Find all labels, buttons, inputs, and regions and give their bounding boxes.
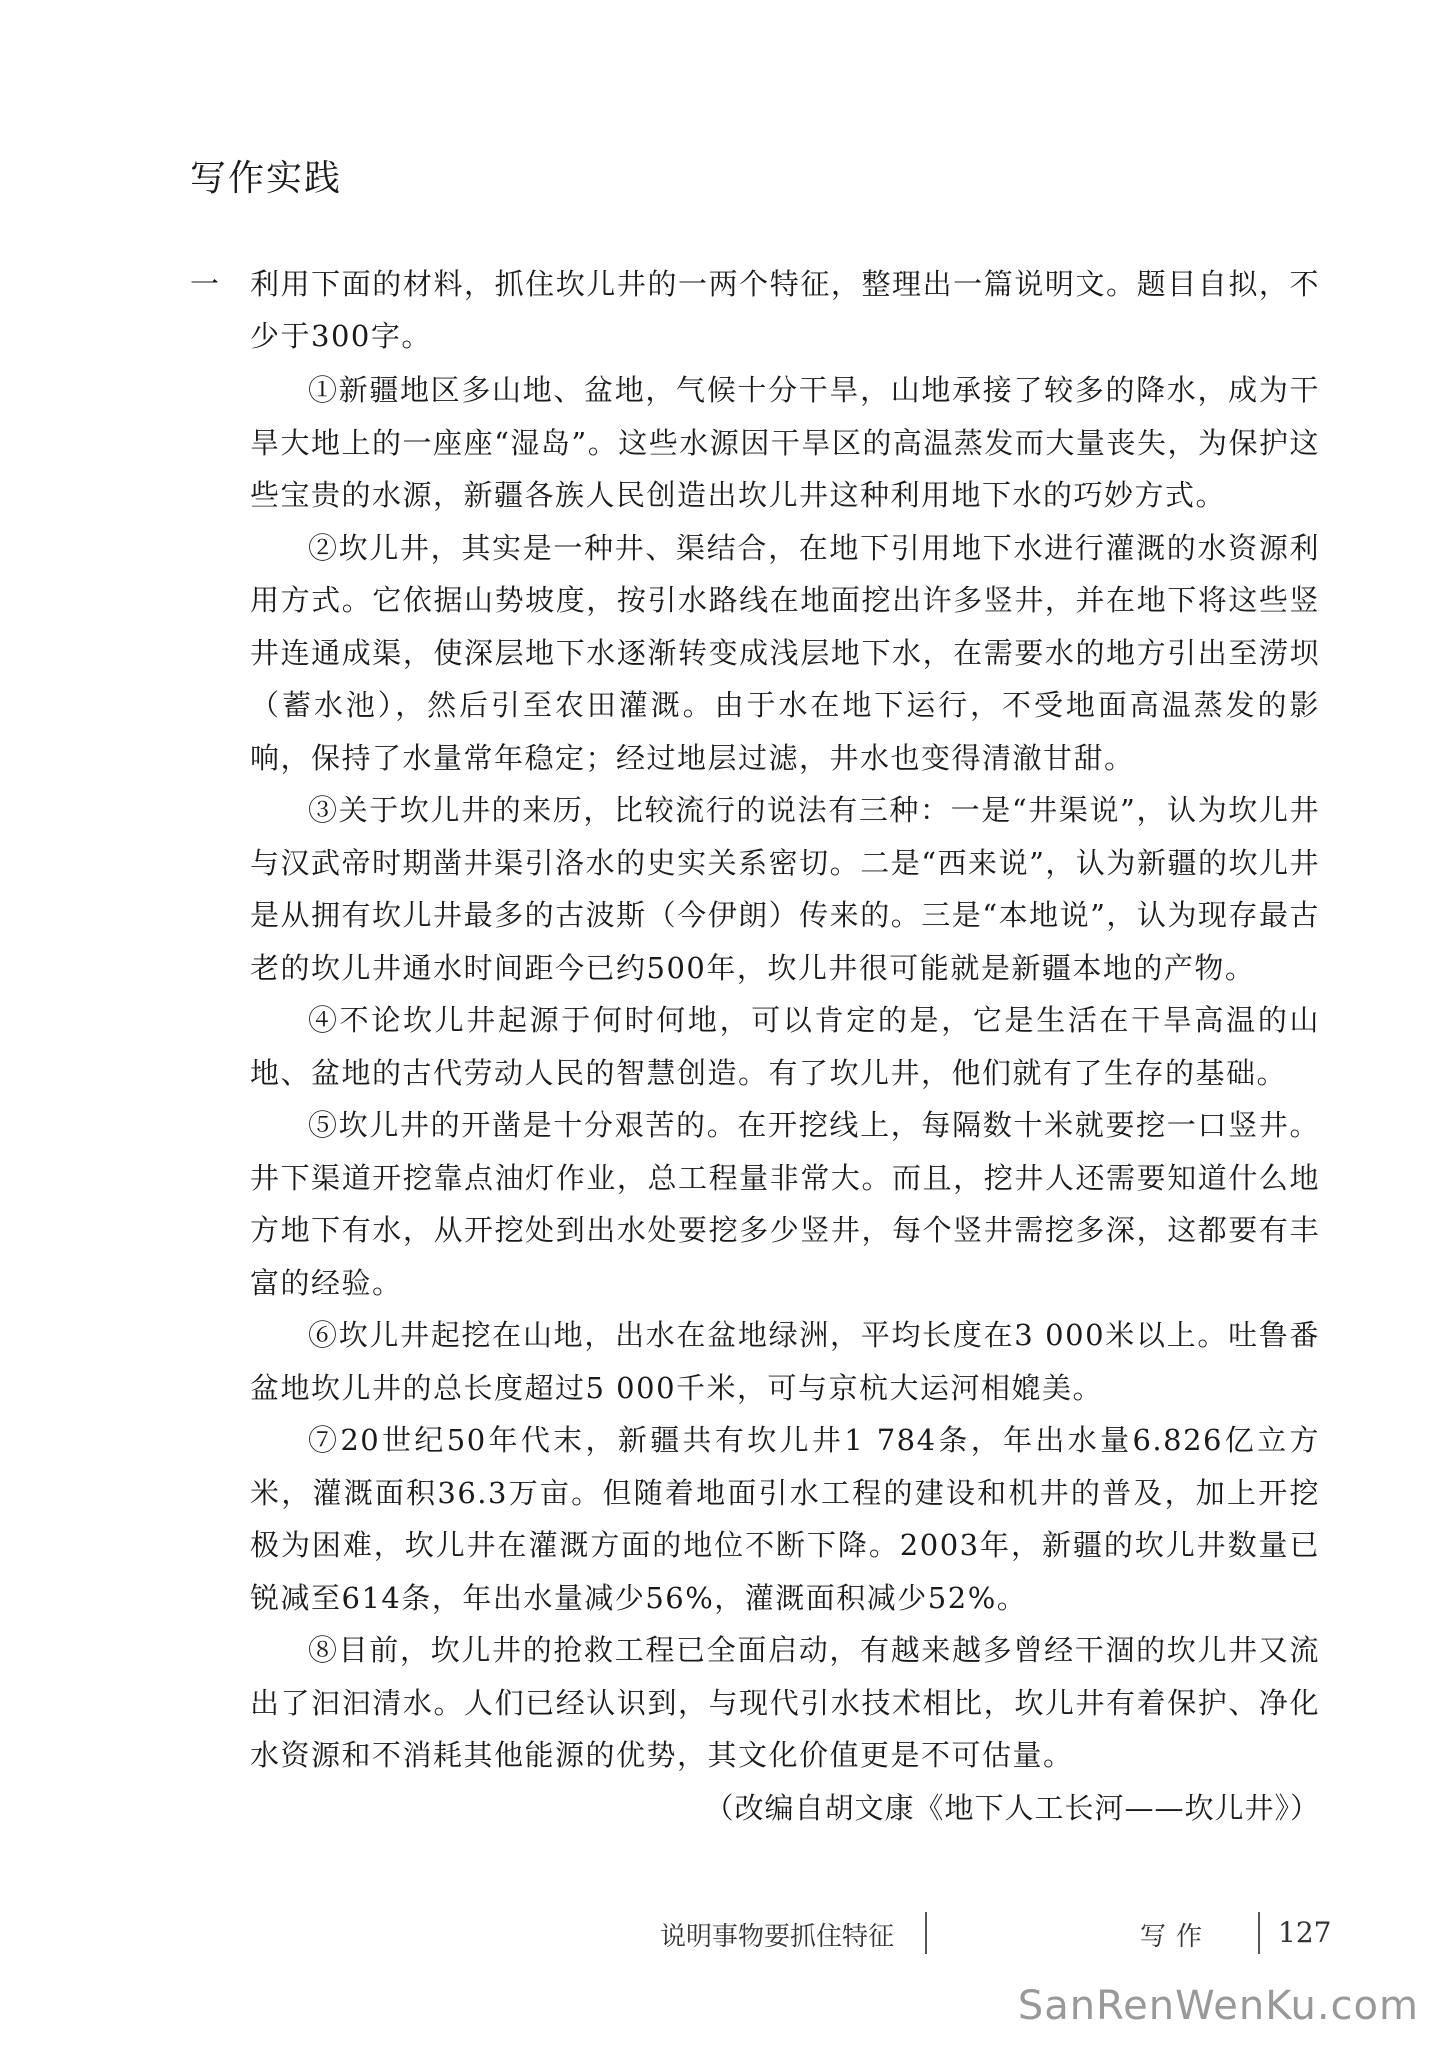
task-row bbox=[190, 258, 1320, 362]
material-paragraph-5: ⑤坎儿井的开凿是十分艰苦的。在开挖线上，每隔数十米就要挖一口竖井。井下渠道开挖靠点油灯作业，总工程量非常大。而且，挖井人还需要知道什么地方地下有水，从开挖处到出水处要挖多少竖井，每个竖井需挖多深，这都要有丰富的经验。 bbox=[250, 1108, 1320, 1300]
footer-divider bbox=[925, 1912, 927, 1954]
material-paragraph-8: ⑧目前，坎儿井的抢救工程已全面启动，有越来越多曾经干涸的坎儿井又流出了汩汩清水。人们已经认识到，与现代引水技术相比，坎儿井有着保护、净化水资源和不消耗其他能源的优势，其文化价值更是不可估量。 bbox=[250, 1633, 1320, 1772]
material-paragraph-3: ③关于坎儿井的来历，比较流行的说法有三种：一是“井渠说”，认为坎儿井与汉武帝时期凿井渠引洛水的史实关系密切。二是“西来说”，认为新疆的坎儿井是从拥有坎儿井最多的古波斯（今伊朗）传来的。三是“本地说”，认为现存最古老的坎儿井通水时间距今已约500年，坎儿井很可能就是新疆本地的产物。 bbox=[250, 793, 1320, 985]
material-paragraph-1: ①新疆地区多山地、盆地，气候十分干旱，山地承接了较多的降水，成为干旱大地上的一座座“湿岛”。这些水源因干旱区的高温蒸发而大量丧失，为保护这些宝贵的水源，新疆各族人民创造出坎儿井这种利用地下水的巧妙方式。 bbox=[250, 373, 1320, 512]
material-paragraph-7: ⑦20世纪50年代末，新疆共有坎儿井1 784条，年出水量6.826亿立方米，灌溉面积36.3万亩。但随着地面引水工程的建设和机井的普及，加上开挖极为困难，坎儿井在灌溉方面的地位不断下降。2003年，新疆的坎儿井数量已锐减至614条，年出水量减少56%，灌溉面积减少52%。 bbox=[250, 1423, 1320, 1615]
task-prompt: 利用下面的材料，抓住坎儿井的一两个特征，整理出一篇说明文。题目自拟，不少于300字。 bbox=[250, 267, 1320, 353]
task-number: 一 bbox=[190, 267, 220, 301]
material-paragraph-2: ②坎儿井，其实是一种井、渠结合，在地下引用地下水进行灌溉的水资源利用方式。它依据山势坡度，按引水路线在地面挖出许多竖井，并在地下将这些竖井连通成渠，使深层地下水逐渐转变成浅层地下水，在需要水的地方引出至涝坝（蓄水池），然后引至农田灌溉。由于水在地下运行，不受地面高温蒸发的影响，保持了水量常年稳定；经过地层过滤，井水也变得清澈甘甜。 bbox=[250, 530, 1320, 775]
source-citation: （改编自胡文康《地下人工长河——坎儿井》） bbox=[704, 1790, 1320, 1825]
footer-divider bbox=[1258, 1912, 1260, 1954]
page-footer bbox=[0, 1912, 1449, 1952]
footer-section-label: 写作 bbox=[1140, 1922, 1213, 1952]
page-number: 127 bbox=[1278, 1916, 1332, 1949]
material-paragraph-6: ⑥坎儿井起挖在山地，出水在盆地绿洲，平均长度在3 000米以上。吐鲁番盆地坎儿井的总长度超过5 000千米，可与京杭大运河相媲美。 bbox=[250, 1318, 1320, 1405]
section-title: 写作实践 bbox=[190, 158, 343, 199]
watermark: SanRenWenKu.com bbox=[1017, 1983, 1419, 2029]
chapter-title: 说明事物要抓住特征 bbox=[660, 1922, 895, 1952]
material-paragraph-4: ④不论坎儿井起源于何时何地，可以肯定的是，它是生活在干旱高温的山地、盆地的古代劳动人民的智慧创造。有了坎儿井，他们就有了生存的基础。 bbox=[250, 1003, 1320, 1090]
reading-material bbox=[250, 364, 1320, 1834]
writing-task bbox=[190, 258, 1320, 362]
